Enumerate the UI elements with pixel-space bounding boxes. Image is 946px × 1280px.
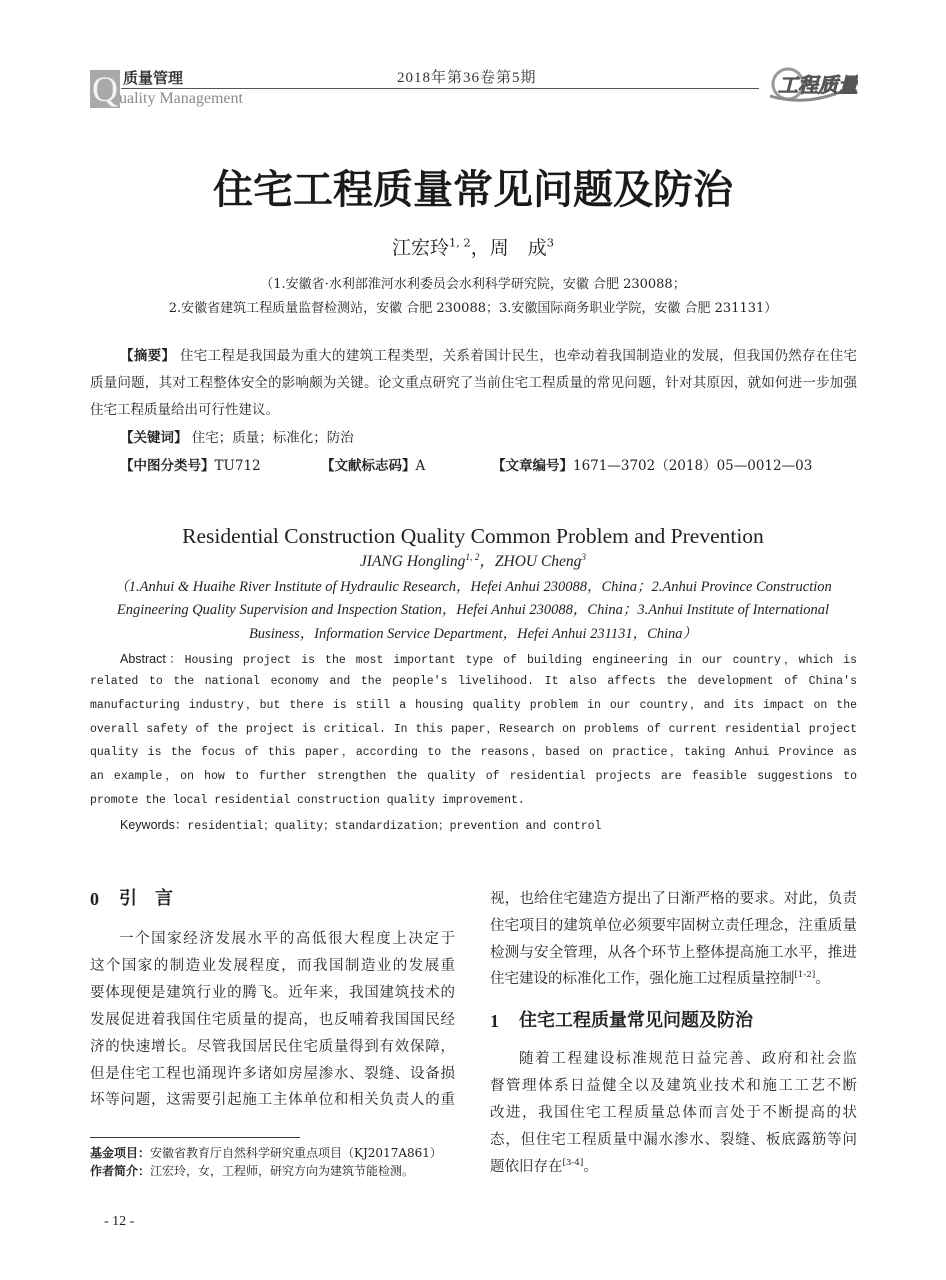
journal-logo: [766, 62, 858, 106]
footnote-fund-label: 基金项目：: [90, 1146, 151, 1160]
right-body-line-2: 督管理体系日益健全以及建筑业技术和施工工艺不断: [490, 1078, 857, 1094]
right-col-line-3: 检测与安全管理，从各个环节上整体提高施工水平，推进: [490, 945, 857, 961]
footnote-bio-text: 江宏玲，女，工程师，研究方向为建筑节能检测。: [150, 1164, 415, 1178]
left-col-line-4: 发展促进着我国住宅质量的提高，也反哺着我国国民经: [90, 1012, 455, 1028]
abstract-en-line-5: quality is the focus of this paper，according to the reasons，based on practice，taking Anhui Province as: [90, 746, 857, 759]
clc-label: 【中图分类号】: [120, 458, 215, 474]
right-body-line-4: 态，但住宅工程质量中漏水渗水、裂缝、板底露筋等问: [490, 1132, 857, 1148]
abstract-cn-line-3: 住宅工程质量给出可行性建议。: [90, 402, 279, 418]
keywords-en: [120, 816, 601, 836]
abstract-en-line-7: promote the local residential construction quality improvement.: [90, 794, 525, 807]
right-body-line-5-end: 。: [583, 1159, 598, 1175]
abstract-en-line-1: [120, 650, 857, 668]
right-body-line-5: [490, 1157, 598, 1177]
keywords-cn: [120, 429, 354, 447]
q-logo: Q: [92, 69, 118, 109]
author-separator-en: ，: [479, 553, 495, 570]
footnote-rule: [90, 1137, 300, 1138]
article-number-value: 1671—3702（2018）05—0012—03: [573, 458, 813, 474]
issue-info: 2018年第36卷第5期: [397, 70, 537, 86]
keywords-en-label: Keywords：: [120, 818, 188, 832]
affiliation-en-line-1: （1.Anhui & Huaihe River Institute of Hydraulic Research，Hefei Anhui 230088，China；2.Anhui Province Construction: [114, 579, 832, 595]
author-2-affil-marks-en: 3: [581, 552, 587, 563]
section-0-number: 0: [90, 889, 99, 909]
affiliation-line-2: 2.安徽省建筑工程质量监督检测站，安徽 合肥 230088；3.安徽国际商务职业学院，安徽 合肥 231131）: [168, 301, 778, 316]
page-title: 住宅工程质量常见问题及防治: [213, 167, 733, 213]
author-1-name-en: JIANG Hongling: [359, 553, 466, 570]
right-col-line-4-text: 住宅建设的标准化工作，强化施工过程质量控制: [490, 971, 795, 987]
left-col-line-2: 这个国家的制造业发展程度，而我国制造业的发展重: [90, 958, 455, 974]
right-body-line-3: 改进，我国住宅工程质量总体而言处于不断提高的状: [490, 1105, 857, 1121]
author-2-affil-marks: 3: [546, 235, 555, 250]
abstract-cn-label: 【摘要】: [120, 348, 176, 364]
abstract-en-line-2: related to the national economy and the people's livelihood. It also affects the development of China's: [90, 675, 857, 688]
section-1-heading: 住宅工程质量常见问题及防治: [519, 1010, 753, 1031]
right-col-line-2: 住宅项目的建筑单位必须要牢固树立责任理念，注重质量: [490, 918, 857, 934]
left-col-line-5: 济的快速增长。尽管我国居民住宅质量得到有效保障，: [90, 1039, 455, 1055]
left-col-line-3: 要体现便是建筑行业的腾飞。近年来，我国建筑技术的: [90, 985, 455, 1001]
right-col-line-4: [490, 969, 830, 989]
right-col-line-4-end: 。: [815, 971, 830, 987]
page-number: - 12 -: [104, 1214, 135, 1229]
right-body-line-1: 随着工程建设标准规范日益完善、政府和社会监: [519, 1051, 857, 1067]
author-1-affil-marks-en: 1, 2: [465, 552, 480, 563]
clc-value: TU712: [214, 458, 261, 474]
citation-3-4: [3-4]: [562, 1158, 584, 1169]
author-2-name-en: ZHOU Cheng: [494, 553, 582, 570]
abstract-en-text-1: Housing project is the most important type of building engineering in our country，which is: [184, 654, 857, 667]
authors-cn: [0, 236, 946, 260]
affiliation-en-line-3: Business，Information Service Department，Hefei Anhui 231131，China）: [248, 626, 698, 642]
keywords-cn-text: 住宅；质量；标准化；防治: [191, 430, 354, 446]
author-1-affil-marks: 1, 2: [448, 235, 471, 250]
left-col-line-1: 一个国家经济发展水平的高低很大程度上决定于: [119, 931, 455, 947]
clc-number: [120, 457, 261, 475]
footnote-fund-text: 安徽省教育厅自然科学研究重点项目（KJ2017A861）: [150, 1146, 442, 1160]
keywords-cn-label: 【关键词】: [120, 430, 188, 446]
section-name-en: uality Management: [119, 90, 243, 107]
document-code-value: A: [415, 458, 426, 474]
author-2-name: 周 成: [489, 237, 547, 259]
journal-logo-text: 工程质量: [778, 73, 858, 97]
citation-1-2: [1-2]: [794, 970, 816, 981]
article-number-label: 【文章编号】: [492, 458, 573, 474]
keywords-en-text: residential；quality；standardization；prevention and control: [187, 820, 602, 833]
article-number: [492, 457, 812, 475]
abstract-en-line-6: an example，on how to further strengthen the quality of residential projects are feasible suggestions to: [90, 770, 857, 783]
footnote-fund: [90, 1145, 442, 1161]
english-title: Residential Construction Quality Common Problem and Prevention: [182, 524, 764, 548]
abstract-en-line-3: manufacturing industry，but there is still a housing quality problem in our country，and its impact on the: [90, 699, 857, 712]
left-col-line-6: 但是住宅工程也涌现许多诸如房屋渗水、裂缝、设备损: [90, 1066, 455, 1082]
header-rule: [121, 88, 759, 89]
document-code-label: 【文献标志码】: [321, 458, 416, 474]
footnote-bio-label: 作者简介：: [90, 1164, 151, 1178]
abstract-cn-line-1: [120, 347, 857, 365]
abstract-en-line-4: overall safety of the project is critical. In this paper，Research on problems of current residential project: [90, 723, 857, 736]
authors-en: [0, 552, 946, 572]
footnote-bio: [90, 1163, 414, 1179]
section-1-number: 1: [490, 1011, 499, 1031]
section-0-heading: 引 言: [119, 888, 173, 909]
section-name-cn: 质量管理: [123, 69, 184, 87]
affiliation-line-1: （1.安徽省·水利部淮河水利委员会水利科学研究院，安徽 合肥 230088；: [260, 277, 686, 292]
affiliation-en-line-2: Engineering Quality Supervision and Inspection Station，Hefei Anhui 230088，China；3.Anhui Institute of International: [116, 602, 830, 618]
abstract-en-label: Abstract：: [120, 652, 185, 666]
abstract-cn-line-2: 质量问题，其对工程整体安全的影响颇为关键。论文重点研究了当前住宅工程质量的常见问题，针对其原因，就如何进一步加强: [90, 375, 857, 391]
author-separator: ，: [470, 237, 490, 259]
right-body-line-5-text: 题依旧存在: [490, 1159, 563, 1175]
right-col-line-1: 视，也给住宅建造方提出了日渐严格的要求。对此，负责: [490, 891, 857, 907]
document-code: [321, 457, 425, 475]
author-1-name: 江宏玲: [391, 237, 449, 259]
left-col-line-7: 坏等问题，这需要引起施工主体单位和相关负责人的重: [90, 1092, 455, 1108]
abstract-cn-text-1: 住宅工程是我国最为重大的建筑工程类型，关系着国计民生，也牵动着我国制造业的发展，但我国仍然存在住宅: [179, 348, 857, 364]
